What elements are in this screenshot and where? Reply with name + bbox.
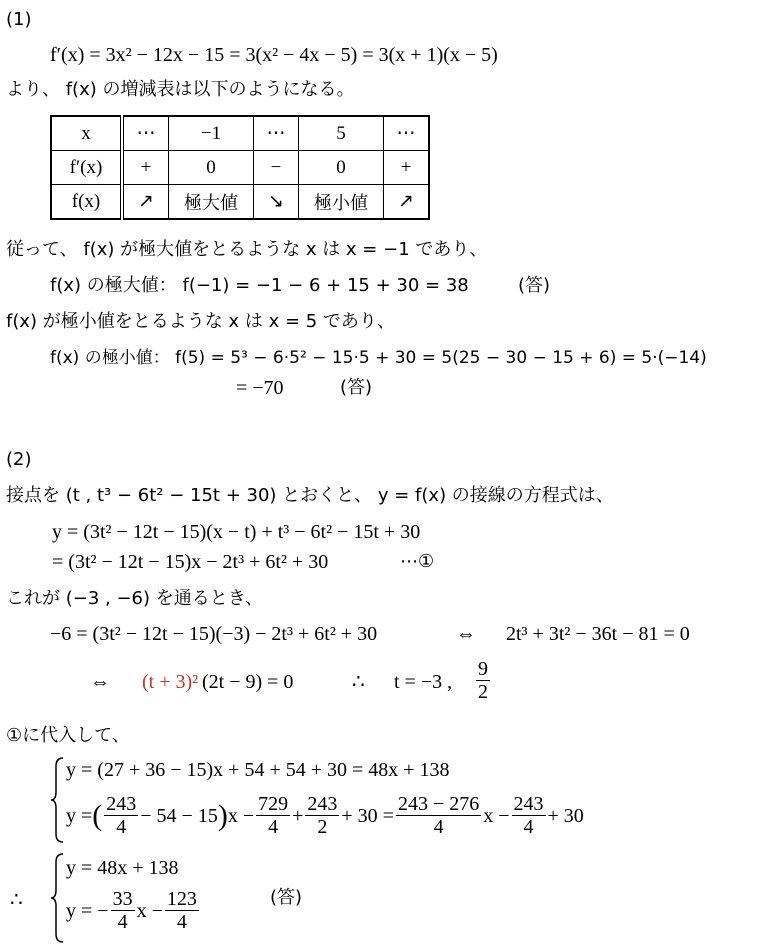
system1-b xyxy=(66,793,584,838)
table-cell: + xyxy=(122,151,169,185)
therefore-symbol: ∴ xyxy=(352,671,365,693)
pass-condition: これが (−3 , −6) を通るとき、 xyxy=(6,588,264,609)
paren-open: ( xyxy=(92,798,103,832)
frac-num: 243 xyxy=(307,793,338,815)
table-row xyxy=(51,185,429,220)
frac-num: 243 xyxy=(513,793,544,815)
eq-text: + 30 xyxy=(547,804,584,827)
increase-decrease-table xyxy=(50,115,430,220)
table-cell: 0 xyxy=(169,151,254,185)
table-row xyxy=(51,116,429,151)
table-cell: ⋯ xyxy=(384,116,430,151)
max-condition: 従って、 f(x) が極大値をとるような x は x = −1 であり、 xyxy=(6,239,488,260)
frac-den: 4 xyxy=(268,816,279,838)
part1-label: (1) xyxy=(6,9,32,30)
cubic-eq: 2t³ + 3t² − 36t − 81 = 0 xyxy=(506,623,690,645)
frac-num: 243 − 276 xyxy=(397,793,480,815)
table-cell: f′(x) xyxy=(51,151,122,185)
eq-text: + xyxy=(292,804,304,827)
table-cell: 極大値 xyxy=(169,185,254,220)
tangent-eq1: y = (3t² − 12t − 15)(x − t) + t³ − 6t² − 15t + 30 xyxy=(52,521,421,543)
eq-text: y = xyxy=(66,804,93,827)
frac-den: 4 xyxy=(523,816,534,838)
factor-highlight: (t + 3)² xyxy=(142,671,199,693)
tangent-intro: 接点を (t , t³ − 6t² − 15t + 30) とおくと、 y = f(x) の接線の方程式は、 xyxy=(6,485,614,506)
table-cell: −1 xyxy=(169,116,254,151)
answer-mark: (答) xyxy=(518,275,551,296)
max-value: f(x) の極大値： f(−1) = −1 − 6 + 15 + 30 = 38 xyxy=(50,275,469,296)
system1-a: y = (27 + 36 − 15)x + 54 + 54 + 30 = 48x + 138 xyxy=(66,759,450,781)
solution-t: t = −3 , xyxy=(394,671,453,693)
frac-den: 4 xyxy=(116,816,127,838)
frac-den: 4 xyxy=(176,911,187,933)
factor-rest: (2t − 9) = 0 xyxy=(202,671,294,693)
decrease-arrow-icon: ↘ xyxy=(254,185,299,220)
table-cell: ⋯ xyxy=(254,116,299,151)
frac-den: 4 xyxy=(433,816,444,838)
table-cell: ⋯ xyxy=(122,116,169,151)
eq-text: x − xyxy=(136,899,163,922)
final-eq-b xyxy=(66,888,201,933)
tangent-eq2: = (3t² − 12t − 15)x − 2t³ + 6t² + 30 xyxy=(52,551,329,573)
table-cell: f(x) xyxy=(51,185,122,220)
table-cell: − xyxy=(254,151,299,185)
eq-text: x − xyxy=(227,804,255,827)
frac-den: 4 xyxy=(117,911,128,933)
frac-num: 9 xyxy=(478,658,488,680)
table-intro: より、 f(x) の増減表は以下のようになる。 xyxy=(6,79,355,100)
frac-num: 123 xyxy=(166,888,197,910)
frac-num: 243 xyxy=(106,793,137,815)
eq-text: + 30 = xyxy=(341,804,394,827)
frac-den: 2 xyxy=(478,681,488,703)
iff-symbol: ⇔ xyxy=(456,623,476,645)
derivative-line: f′(x) = 3x² − 12x − 15 = 3(x² − 4x − 5) = 3(x + 1)(x − 5) xyxy=(50,44,498,66)
table-cell: x xyxy=(51,116,122,151)
increase-arrow-icon: ↗ xyxy=(122,185,169,220)
increase-arrow-icon: ↗ xyxy=(384,185,430,220)
pass-eq: −6 = (3t² − 12t − 15)(−3) − 2t³ + 6t² + 30 xyxy=(50,623,378,645)
iff-symbol: ⇔ xyxy=(90,671,110,693)
left-brace-icon xyxy=(50,852,66,944)
table-row xyxy=(51,151,429,185)
frac-den: 2 xyxy=(317,816,328,838)
substitute-line: ①に代入して、 xyxy=(6,725,130,746)
equation-tag: ⋯① xyxy=(400,551,435,572)
eq-text: y = − xyxy=(66,899,109,922)
paren-close: ) xyxy=(217,798,228,832)
min-condition: f(x) が極小値をとるような x は x = 5 であり、 xyxy=(6,311,395,332)
therefore-symbol: ∴ xyxy=(10,889,23,911)
table-cell: + xyxy=(384,151,430,185)
left-brace-icon xyxy=(50,756,66,844)
frac-num: 729 xyxy=(258,793,289,815)
eq-text: − 54 − 15 xyxy=(140,804,218,827)
answer-mark: (答) xyxy=(270,887,303,908)
solution-fraction xyxy=(474,658,492,703)
part2-label: (2) xyxy=(6,449,32,470)
min-result: = −70 xyxy=(236,377,284,399)
final-eq-a: y = 48x + 138 xyxy=(66,857,179,879)
table-cell: 0 xyxy=(299,151,384,185)
min-value: f(x) の極小値： f(5) = 5³ − 6·5² − 15·5 + 30 = 5(25 − 30 − 15 + 6) = 5·(−14) xyxy=(50,348,707,368)
frac-num: 33 xyxy=(112,888,133,910)
eq-text: x − xyxy=(483,804,510,827)
table-cell: 5 xyxy=(299,116,384,151)
table-cell: 極小値 xyxy=(299,185,384,220)
answer-mark: (答) xyxy=(340,377,373,398)
